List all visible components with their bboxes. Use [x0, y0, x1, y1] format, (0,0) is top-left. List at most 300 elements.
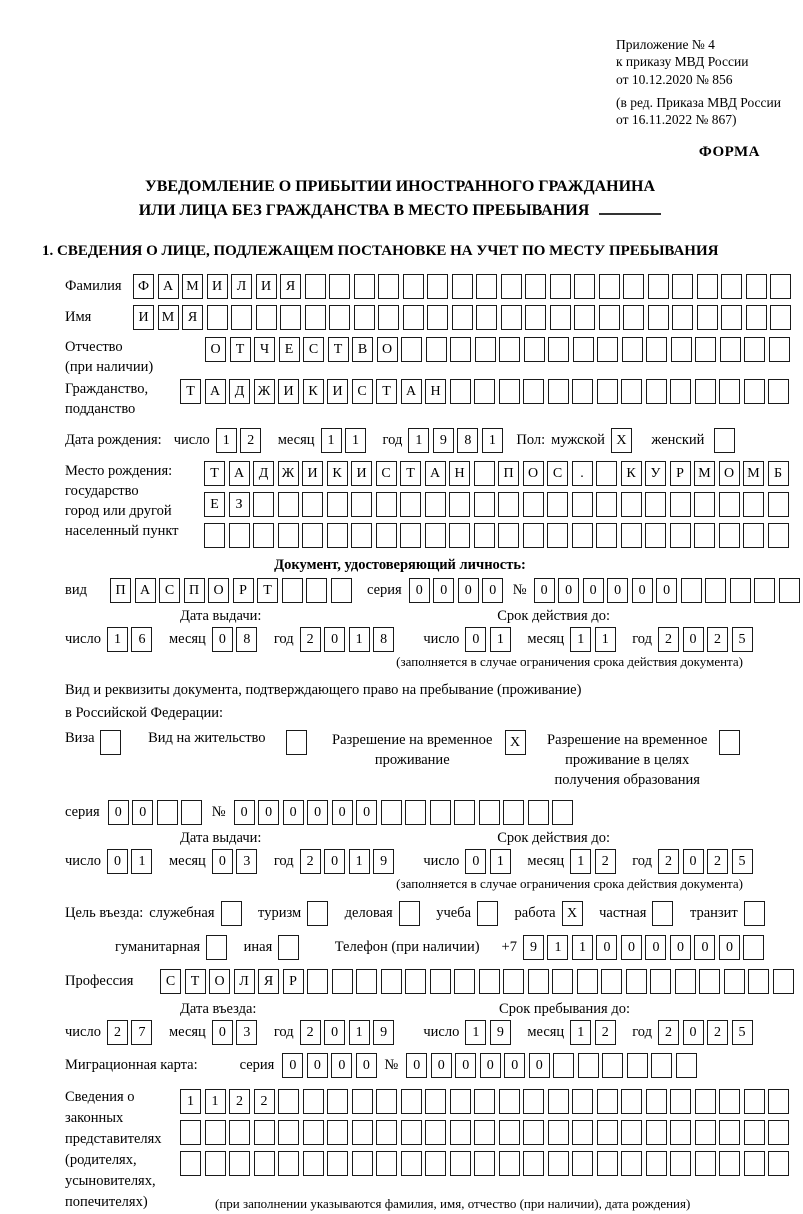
cell[interactable]	[746, 305, 767, 330]
cell[interactable]	[405, 800, 426, 825]
cell[interactable]	[278, 935, 299, 960]
birth-place-grid-2[interactable]	[204, 492, 792, 517]
purpose-tourism-checkbox[interactable]	[307, 901, 332, 926]
cell[interactable]	[278, 1151, 299, 1176]
cell[interactable]	[548, 379, 569, 404]
cell[interactable]	[719, 523, 740, 548]
cell[interactable]: З	[229, 492, 250, 517]
cell[interactable]: 2	[595, 849, 616, 874]
cell[interactable]	[697, 305, 718, 330]
cell[interactable]	[499, 1120, 520, 1145]
cell[interactable]: 1	[180, 1089, 201, 1114]
name-grid[interactable]	[133, 305, 795, 330]
cell[interactable]: 2	[300, 849, 321, 874]
cell[interactable]	[670, 1120, 691, 1145]
cell[interactable]	[231, 305, 252, 330]
cell[interactable]: И	[327, 379, 348, 404]
cell[interactable]	[623, 274, 644, 299]
cell[interactable]	[670, 523, 691, 548]
permit-series-grid[interactable]	[108, 800, 206, 825]
cell[interactable]	[525, 274, 546, 299]
cell[interactable]	[744, 1089, 765, 1114]
purpose-transit-checkbox[interactable]	[744, 901, 769, 926]
cell[interactable]: О	[523, 461, 544, 486]
cell[interactable]: 0	[529, 1053, 550, 1078]
cell[interactable]	[376, 1151, 397, 1176]
cell[interactable]	[695, 1120, 716, 1145]
cell[interactable]	[479, 800, 500, 825]
cell[interactable]: 0	[455, 1053, 476, 1078]
cell[interactable]	[474, 1151, 495, 1176]
cell[interactable]	[552, 800, 573, 825]
cell[interactable]: Р	[670, 461, 691, 486]
cell[interactable]	[378, 305, 399, 330]
cell[interactable]: 1	[465, 1020, 486, 1045]
cell[interactable]	[327, 1089, 348, 1114]
cell[interactable]	[221, 901, 242, 926]
cell[interactable]	[528, 969, 549, 994]
permit-issue-day-grid[interactable]	[107, 849, 156, 874]
cell[interactable]: 0	[465, 627, 486, 652]
cell[interactable]	[646, 337, 667, 362]
cell[interactable]: 1	[490, 849, 511, 874]
cell[interactable]	[476, 305, 497, 330]
cell[interactable]	[646, 379, 667, 404]
cell[interactable]: 1	[570, 1020, 591, 1045]
cell[interactable]	[327, 1151, 348, 1176]
cell[interactable]: 1	[349, 849, 370, 874]
doc-valid-day-grid[interactable]	[465, 627, 514, 652]
stay-year-grid[interactable]	[658, 1020, 756, 1045]
cell[interactable]: 2	[254, 1089, 275, 1114]
cell[interactable]	[730, 578, 751, 603]
cell[interactable]: 7	[131, 1020, 152, 1045]
cell[interactable]	[351, 523, 372, 548]
cell[interactable]	[744, 1120, 765, 1145]
cell[interactable]: 2	[658, 849, 679, 874]
cell[interactable]	[719, 379, 740, 404]
cell[interactable]: И	[133, 305, 154, 330]
cell[interactable]	[748, 969, 769, 994]
cell[interactable]	[743, 492, 764, 517]
patronymic-grid[interactable]	[205, 337, 793, 362]
cell[interactable]	[646, 1151, 667, 1176]
permit-issue-year-grid[interactable]	[300, 849, 398, 874]
cell[interactable]	[474, 1089, 495, 1114]
cell[interactable]	[327, 1120, 348, 1145]
cell[interactable]	[280, 305, 301, 330]
cell[interactable]: С	[547, 461, 568, 486]
cell[interactable]	[676, 1053, 697, 1078]
cell[interactable]	[306, 578, 327, 603]
cell[interactable]	[695, 1151, 716, 1176]
entry-day-grid[interactable]	[107, 1020, 156, 1045]
cell[interactable]	[719, 492, 740, 517]
surname-grid[interactable]	[133, 274, 795, 299]
stay-month-grid[interactable]	[570, 1020, 619, 1045]
female-checkbox[interactable]	[714, 428, 739, 453]
cell[interactable]	[705, 578, 726, 603]
cell[interactable]	[681, 578, 702, 603]
cell[interactable]	[157, 800, 178, 825]
cell[interactable]	[427, 274, 448, 299]
cell[interactable]	[498, 492, 519, 517]
cell[interactable]	[305, 305, 326, 330]
cell[interactable]	[376, 523, 397, 548]
cell[interactable]: 2	[707, 849, 728, 874]
cell[interactable]	[205, 1120, 226, 1145]
cell[interactable]	[278, 1089, 299, 1114]
cell[interactable]: Е	[204, 492, 225, 517]
cell[interactable]	[646, 1089, 667, 1114]
cell[interactable]: М	[743, 461, 764, 486]
cell[interactable]	[746, 274, 767, 299]
cell[interactable]: 0	[458, 578, 479, 603]
cell[interactable]	[401, 1089, 422, 1114]
mig-series-grid[interactable]	[282, 1053, 380, 1078]
cell[interactable]	[454, 969, 475, 994]
cell[interactable]: Т	[376, 379, 397, 404]
cell[interactable]	[524, 337, 545, 362]
cell[interactable]	[523, 1151, 544, 1176]
cell[interactable]	[672, 274, 693, 299]
cell[interactable]	[400, 492, 421, 517]
cell[interactable]: М	[694, 461, 715, 486]
cell[interactable]	[697, 274, 718, 299]
cell[interactable]	[450, 379, 471, 404]
cell[interactable]: Я	[280, 274, 301, 299]
cell[interactable]	[450, 1089, 471, 1114]
cell[interactable]: 5	[732, 1020, 753, 1045]
cell[interactable]	[403, 274, 424, 299]
cell[interactable]	[602, 1053, 623, 1078]
cell[interactable]	[378, 274, 399, 299]
cell[interactable]: Л	[231, 274, 252, 299]
cell[interactable]	[528, 800, 549, 825]
cell[interactable]: И	[256, 274, 277, 299]
cell[interactable]	[622, 337, 643, 362]
cell[interactable]: 9	[523, 935, 544, 960]
cell[interactable]	[425, 523, 446, 548]
cell[interactable]: 1	[345, 428, 366, 453]
cell[interactable]	[574, 305, 595, 330]
cell[interactable]	[744, 901, 765, 926]
cell[interactable]	[381, 800, 402, 825]
cell[interactable]	[427, 305, 448, 330]
cell[interactable]	[577, 969, 598, 994]
cell[interactable]: Т	[257, 578, 278, 603]
cell[interactable]	[621, 379, 642, 404]
cell[interactable]: Р	[233, 578, 254, 603]
cell[interactable]	[475, 337, 496, 362]
cell[interactable]: 0	[107, 849, 128, 874]
residence-permit-checkbox[interactable]	[286, 730, 311, 755]
cell[interactable]: Ч	[254, 337, 275, 362]
cell[interactable]	[207, 305, 228, 330]
cell[interactable]: 0	[283, 800, 304, 825]
cell[interactable]	[479, 969, 500, 994]
cell[interactable]	[254, 1120, 275, 1145]
cell[interactable]: 0	[234, 800, 255, 825]
cell[interactable]	[477, 901, 498, 926]
cell[interactable]	[768, 1089, 789, 1114]
cell[interactable]	[352, 1120, 373, 1145]
cell[interactable]	[376, 492, 397, 517]
cell[interactable]	[523, 492, 544, 517]
cell[interactable]	[596, 492, 617, 517]
cell[interactable]: 0	[465, 849, 486, 874]
permit-valid-month-grid[interactable]	[570, 849, 619, 874]
cell[interactable]: П	[498, 461, 519, 486]
cell[interactable]	[229, 523, 250, 548]
cell[interactable]	[425, 1089, 446, 1114]
purpose-study-checkbox[interactable]	[477, 901, 502, 926]
cell[interactable]: 9	[373, 1020, 394, 1045]
cell[interactable]	[744, 337, 765, 362]
cell[interactable]	[403, 305, 424, 330]
cell[interactable]	[621, 523, 642, 548]
cell[interactable]: К	[327, 461, 348, 486]
cell[interactable]: 0	[108, 800, 129, 825]
cell[interactable]	[770, 274, 791, 299]
stay-day-grid[interactable]	[465, 1020, 514, 1045]
cell[interactable]	[302, 492, 323, 517]
cell[interactable]: 5	[732, 627, 753, 652]
cell[interactable]: 2	[229, 1089, 250, 1114]
cell[interactable]	[621, 492, 642, 517]
cell[interactable]	[695, 337, 716, 362]
cell[interactable]	[401, 337, 422, 362]
cell[interactable]: 2	[240, 428, 261, 453]
cell[interactable]: 0	[645, 935, 666, 960]
profession-grid[interactable]	[160, 969, 797, 994]
cell[interactable]: 0	[719, 935, 740, 960]
cell[interactable]	[503, 800, 524, 825]
cell[interactable]	[743, 523, 764, 548]
cell[interactable]	[572, 492, 593, 517]
cell[interactable]	[450, 1120, 471, 1145]
cell[interactable]	[352, 1089, 373, 1114]
cell[interactable]: 2	[658, 1020, 679, 1045]
cell[interactable]: С	[376, 461, 397, 486]
cell[interactable]	[670, 1089, 691, 1114]
cell[interactable]	[648, 305, 669, 330]
cell[interactable]	[773, 969, 794, 994]
cell[interactable]	[474, 379, 495, 404]
cell[interactable]	[547, 523, 568, 548]
cell[interactable]: 0	[132, 800, 153, 825]
cell[interactable]	[307, 969, 328, 994]
edu-permit-checkbox[interactable]	[719, 730, 744, 755]
visa-checkbox[interactable]	[100, 730, 125, 755]
permit-number-grid[interactable]	[234, 800, 577, 825]
cell[interactable]	[354, 274, 375, 299]
cell[interactable]: 0	[694, 935, 715, 960]
cell[interactable]	[768, 523, 789, 548]
purpose-work-checkbox[interactable]	[562, 901, 587, 926]
cell[interactable]	[327, 492, 348, 517]
cell[interactable]: У	[645, 461, 666, 486]
cell[interactable]: Е	[279, 337, 300, 362]
cell[interactable]: 0	[683, 627, 704, 652]
cell[interactable]	[525, 305, 546, 330]
cell[interactable]: 8	[373, 627, 394, 652]
cell[interactable]: 2	[707, 627, 728, 652]
doc-issue-day-grid[interactable]	[107, 627, 156, 652]
cell[interactable]	[450, 337, 471, 362]
cell[interactable]: 9	[490, 1020, 511, 1045]
cell[interactable]	[181, 800, 202, 825]
cell[interactable]	[329, 274, 350, 299]
cell[interactable]	[597, 1120, 618, 1145]
cell[interactable]	[553, 1053, 574, 1078]
cell[interactable]	[405, 969, 426, 994]
cell[interactable]: И	[302, 461, 323, 486]
cell[interactable]	[572, 1120, 593, 1145]
cell[interactable]: 1	[321, 428, 342, 453]
cell[interactable]	[351, 492, 372, 517]
cell[interactable]: Л	[234, 969, 255, 994]
cell[interactable]	[596, 523, 617, 548]
cell[interactable]: Т	[328, 337, 349, 362]
doc-series-grid[interactable]	[409, 578, 507, 603]
cell[interactable]	[744, 1151, 765, 1176]
cell[interactable]	[180, 1120, 201, 1145]
entry-year-grid[interactable]	[300, 1020, 398, 1045]
cell[interactable]	[648, 274, 669, 299]
cell[interactable]	[303, 1151, 324, 1176]
cell[interactable]: 0	[331, 1053, 352, 1078]
cell[interactable]	[401, 1151, 422, 1176]
cell[interactable]	[768, 379, 789, 404]
cell[interactable]: О	[205, 337, 226, 362]
cell[interactable]: 5	[732, 849, 753, 874]
cell[interactable]: С	[160, 969, 181, 994]
cell[interactable]: 0	[324, 849, 345, 874]
cell[interactable]: 1	[349, 1020, 370, 1045]
temp-permit-checkbox[interactable]	[505, 730, 530, 755]
cell[interactable]	[627, 1053, 648, 1078]
cell[interactable]: Н	[449, 461, 470, 486]
cell[interactable]	[769, 337, 790, 362]
cell[interactable]: Т	[185, 969, 206, 994]
cell[interactable]: И	[207, 274, 228, 299]
birth-place-grid-1[interactable]	[204, 461, 792, 486]
cell[interactable]: А	[158, 274, 179, 299]
cell[interactable]: И	[278, 379, 299, 404]
cell[interactable]	[425, 1151, 446, 1176]
cell[interactable]: X	[562, 901, 583, 926]
cell[interactable]	[499, 1151, 520, 1176]
cell[interactable]: 0	[433, 578, 454, 603]
cell[interactable]	[278, 1120, 299, 1145]
cell[interactable]	[501, 305, 522, 330]
cell[interactable]: 0	[409, 578, 430, 603]
cell[interactable]: Ж	[278, 461, 299, 486]
cell[interactable]: О	[208, 578, 229, 603]
cell[interactable]: 1	[490, 627, 511, 652]
purpose-humanitarian-checkbox[interactable]	[206, 935, 231, 960]
cell[interactable]	[650, 969, 671, 994]
cell[interactable]	[552, 969, 573, 994]
cell[interactable]	[597, 337, 618, 362]
cell[interactable]	[651, 1053, 672, 1078]
cell[interactable]	[694, 492, 715, 517]
cell[interactable]: М	[158, 305, 179, 330]
cell[interactable]	[645, 492, 666, 517]
cell[interactable]: П	[184, 578, 205, 603]
cell[interactable]: 6	[131, 627, 152, 652]
cell[interactable]	[307, 901, 328, 926]
cell[interactable]	[425, 492, 446, 517]
cell[interactable]	[499, 337, 520, 362]
cell[interactable]	[721, 305, 742, 330]
cell[interactable]	[695, 379, 716, 404]
cell[interactable]: 0	[324, 627, 345, 652]
cell[interactable]	[779, 578, 800, 603]
cell[interactable]	[430, 969, 451, 994]
cell[interactable]: А	[401, 379, 422, 404]
cell[interactable]: 2	[300, 627, 321, 652]
cell[interactable]: 9	[433, 428, 454, 453]
cell[interactable]	[548, 337, 569, 362]
cell[interactable]: 0	[534, 578, 555, 603]
cell[interactable]	[204, 523, 225, 548]
cell[interactable]	[599, 305, 620, 330]
cell[interactable]	[205, 1151, 226, 1176]
cell[interactable]: 0	[482, 578, 503, 603]
purpose-official-checkbox[interactable]	[221, 901, 246, 926]
cell[interactable]: 0	[683, 1020, 704, 1045]
mig-number-grid[interactable]	[406, 1053, 700, 1078]
cell[interactable]: 0	[683, 849, 704, 874]
cell[interactable]	[672, 305, 693, 330]
cell[interactable]: Н	[425, 379, 446, 404]
cell[interactable]: О	[719, 461, 740, 486]
cell[interactable]: 1	[216, 428, 237, 453]
cell[interactable]	[768, 1151, 789, 1176]
cell[interactable]	[744, 379, 765, 404]
cell[interactable]	[278, 523, 299, 548]
cell[interactable]	[400, 523, 421, 548]
cell[interactable]	[254, 1151, 275, 1176]
cell[interactable]: X	[611, 428, 632, 453]
cell[interactable]	[256, 305, 277, 330]
cell[interactable]	[621, 1089, 642, 1114]
cell[interactable]	[572, 523, 593, 548]
cell[interactable]	[501, 274, 522, 299]
cell[interactable]	[476, 274, 497, 299]
cell[interactable]	[719, 1151, 740, 1176]
cell[interactable]	[646, 1120, 667, 1145]
cell[interactable]: Ф	[133, 274, 154, 299]
permit-issue-month-grid[interactable]	[212, 849, 261, 874]
cell[interactable]	[401, 1120, 422, 1145]
cell[interactable]: 8	[457, 428, 478, 453]
cell[interactable]	[626, 969, 647, 994]
cell[interactable]: 0	[431, 1053, 452, 1078]
cell[interactable]	[645, 523, 666, 548]
cell[interactable]	[670, 492, 691, 517]
cell[interactable]	[572, 1151, 593, 1176]
cell[interactable]: 2	[707, 1020, 728, 1045]
cell[interactable]	[596, 461, 617, 486]
doc-issue-month-grid[interactable]	[212, 627, 261, 652]
cell[interactable]	[302, 523, 323, 548]
cell[interactable]: Я	[182, 305, 203, 330]
cell[interactable]: 1	[572, 935, 593, 960]
cell[interactable]: К	[303, 379, 324, 404]
